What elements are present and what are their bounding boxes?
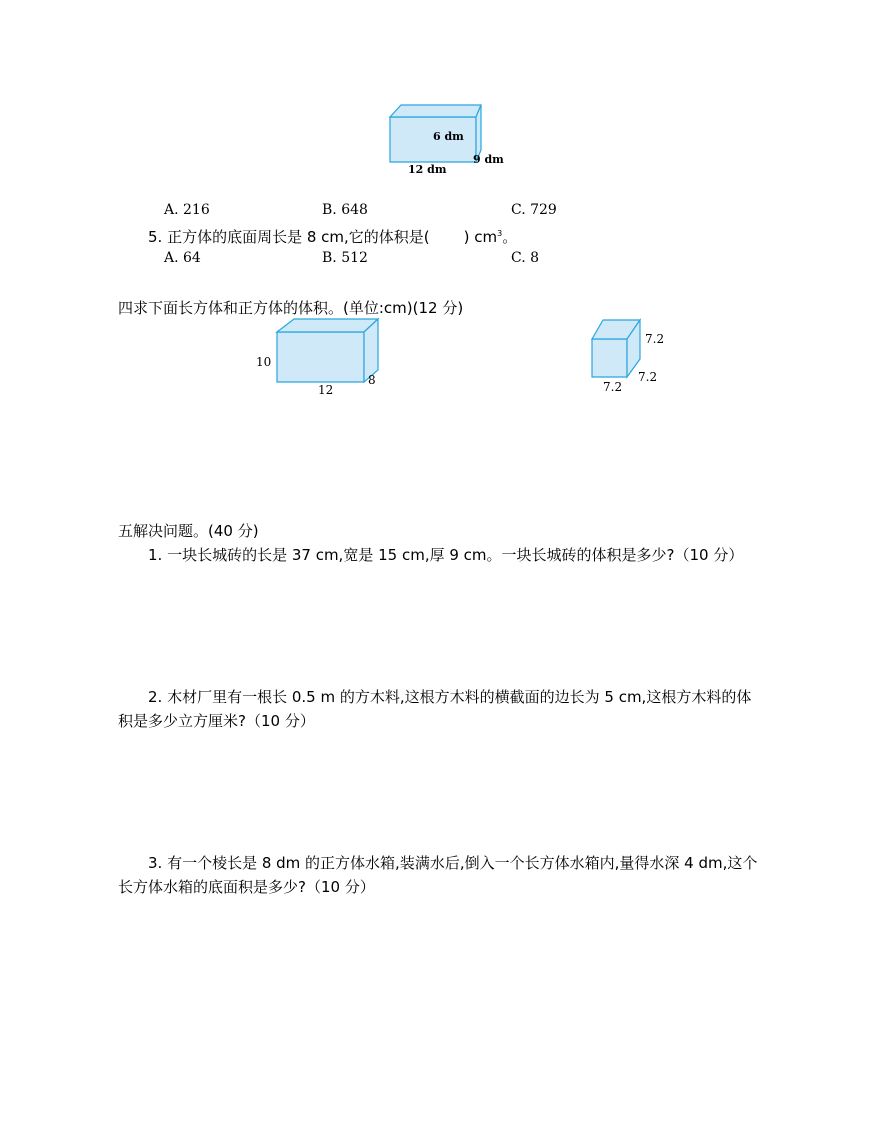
q4-option-c: C. 729 <box>511 202 557 218</box>
cube-side-label-top: 7.2 <box>645 332 665 346</box>
q5-prefix: 5. 正方体的底面周长是 8 cm,它的体积是( <box>148 228 430 246</box>
cuboid-length-label: 12 <box>318 383 334 397</box>
q4-option-a: A. 216 <box>164 202 210 218</box>
q4-option-b: B. 648 <box>322 202 368 218</box>
problem-3-line-1: 3. 有一个棱长是 8 dm 的正方体水箱,装满水后,倒入一个长方体水箱内,量得水深 4 dm,这个 <box>148 854 758 872</box>
section-4-title: 四求下面长方体和正方体的体积。(单位:cm)(12 分) <box>118 299 464 317</box>
problem-3-line-2: 长方体水箱的底面积是多少?（10 分） <box>118 878 375 896</box>
q5-unit-sup: 3 <box>497 229 503 238</box>
cuboid-depth-label: 8 <box>368 373 376 387</box>
problem-2-line-1: 2. 木材厂里有一根长 0.5 m 的方木料,这根方木料的横截面的边长为 5 cm,这根方木料的体 <box>148 688 752 706</box>
q5-end: 。 <box>502 228 518 246</box>
q5-suffix: ) cm <box>463 228 498 246</box>
figure1-height-label: 6 dm <box>433 130 464 143</box>
section-5-title: 五解决问题。(40 分) <box>118 522 259 540</box>
cube-side-label-right: 7.2 <box>638 370 658 384</box>
problem-2-line-2: 积是多少立方厘米?（10 分） <box>118 712 315 730</box>
cube-side-label-bottom: 7.2 <box>603 380 623 394</box>
q5-option-c: C. 8 <box>511 250 540 266</box>
q5-option-a: A. 64 <box>164 250 201 266</box>
problem-1: 1. 一块长城砖的长是 37 cm,宽是 15 cm,厚 9 cm。一块长城砖的体积是多少?（10 分） <box>148 546 744 564</box>
figure1-depth-label: 9 dm <box>473 153 504 166</box>
figure1-length-label: 12 dm <box>408 163 447 176</box>
cuboid-height-label: 10 <box>256 355 272 369</box>
question-5 <box>148 226 517 247</box>
q5-option-b: B. 512 <box>322 250 368 266</box>
